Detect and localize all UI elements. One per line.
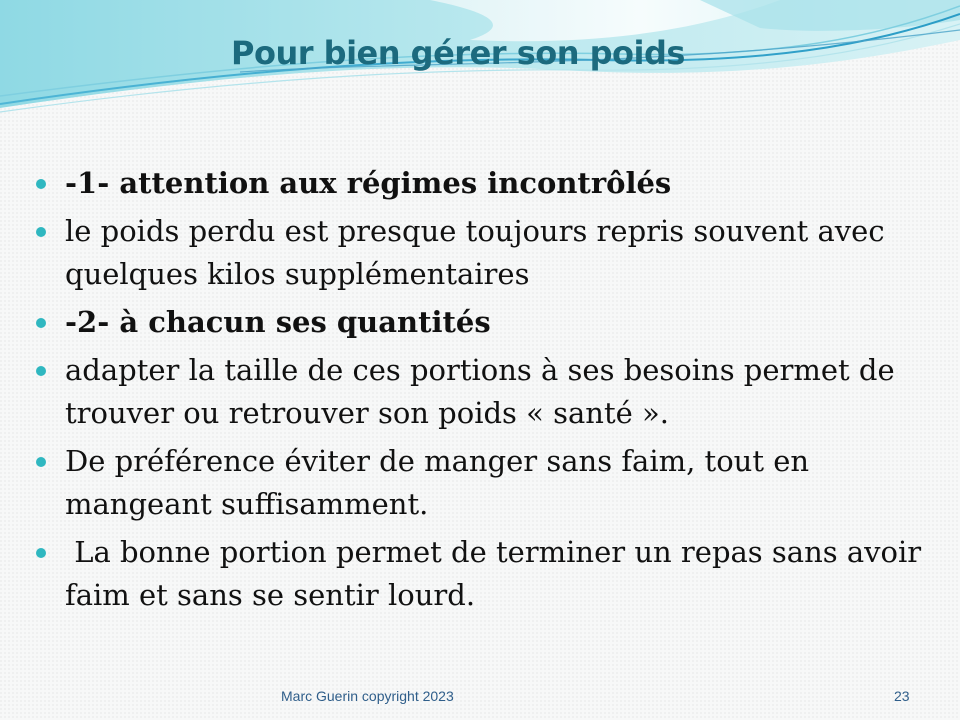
bullet-dot-icon [36,179,46,189]
bullet-item [36,162,946,205]
bullet-item [36,440,946,526]
bullet-item [36,210,946,296]
bullet-text: La bonne portion permet de terminer un repas sans avoir faim et sans se sentir lourd. [65,535,931,612]
bullet-dot-icon [36,548,46,558]
footer-copyright: Marc Guerin copyright 2023 [281,688,454,704]
bullet-dot-icon [36,366,46,376]
bullet-item [36,531,946,617]
bullet-dot-icon [36,227,46,237]
bullet-text: le poids perdu est presque toujours repris souvent avec quelques kilos supplémentaires [65,214,894,291]
bullet-text: -1- attention aux régimes incontrôlés [65,166,672,200]
bullet-text: adapter la taille de ces portions à ses besoins permet de trouver ou retrouver son poids « santé ». [65,353,904,430]
bullet-item [36,301,946,344]
page-number: 23 [894,688,910,704]
bullet-list [36,162,946,622]
bullet-item [36,349,946,435]
slide-title: Pour bien gérer son poids [231,34,685,72]
bullet-dot-icon [36,318,46,328]
bullet-dot-icon [36,457,46,467]
bullet-text: De préférence éviter de manger sans faim, tout en mangeant suffisamment. [65,444,819,521]
bullet-text: -2- à chacun ses quantités [65,305,491,339]
